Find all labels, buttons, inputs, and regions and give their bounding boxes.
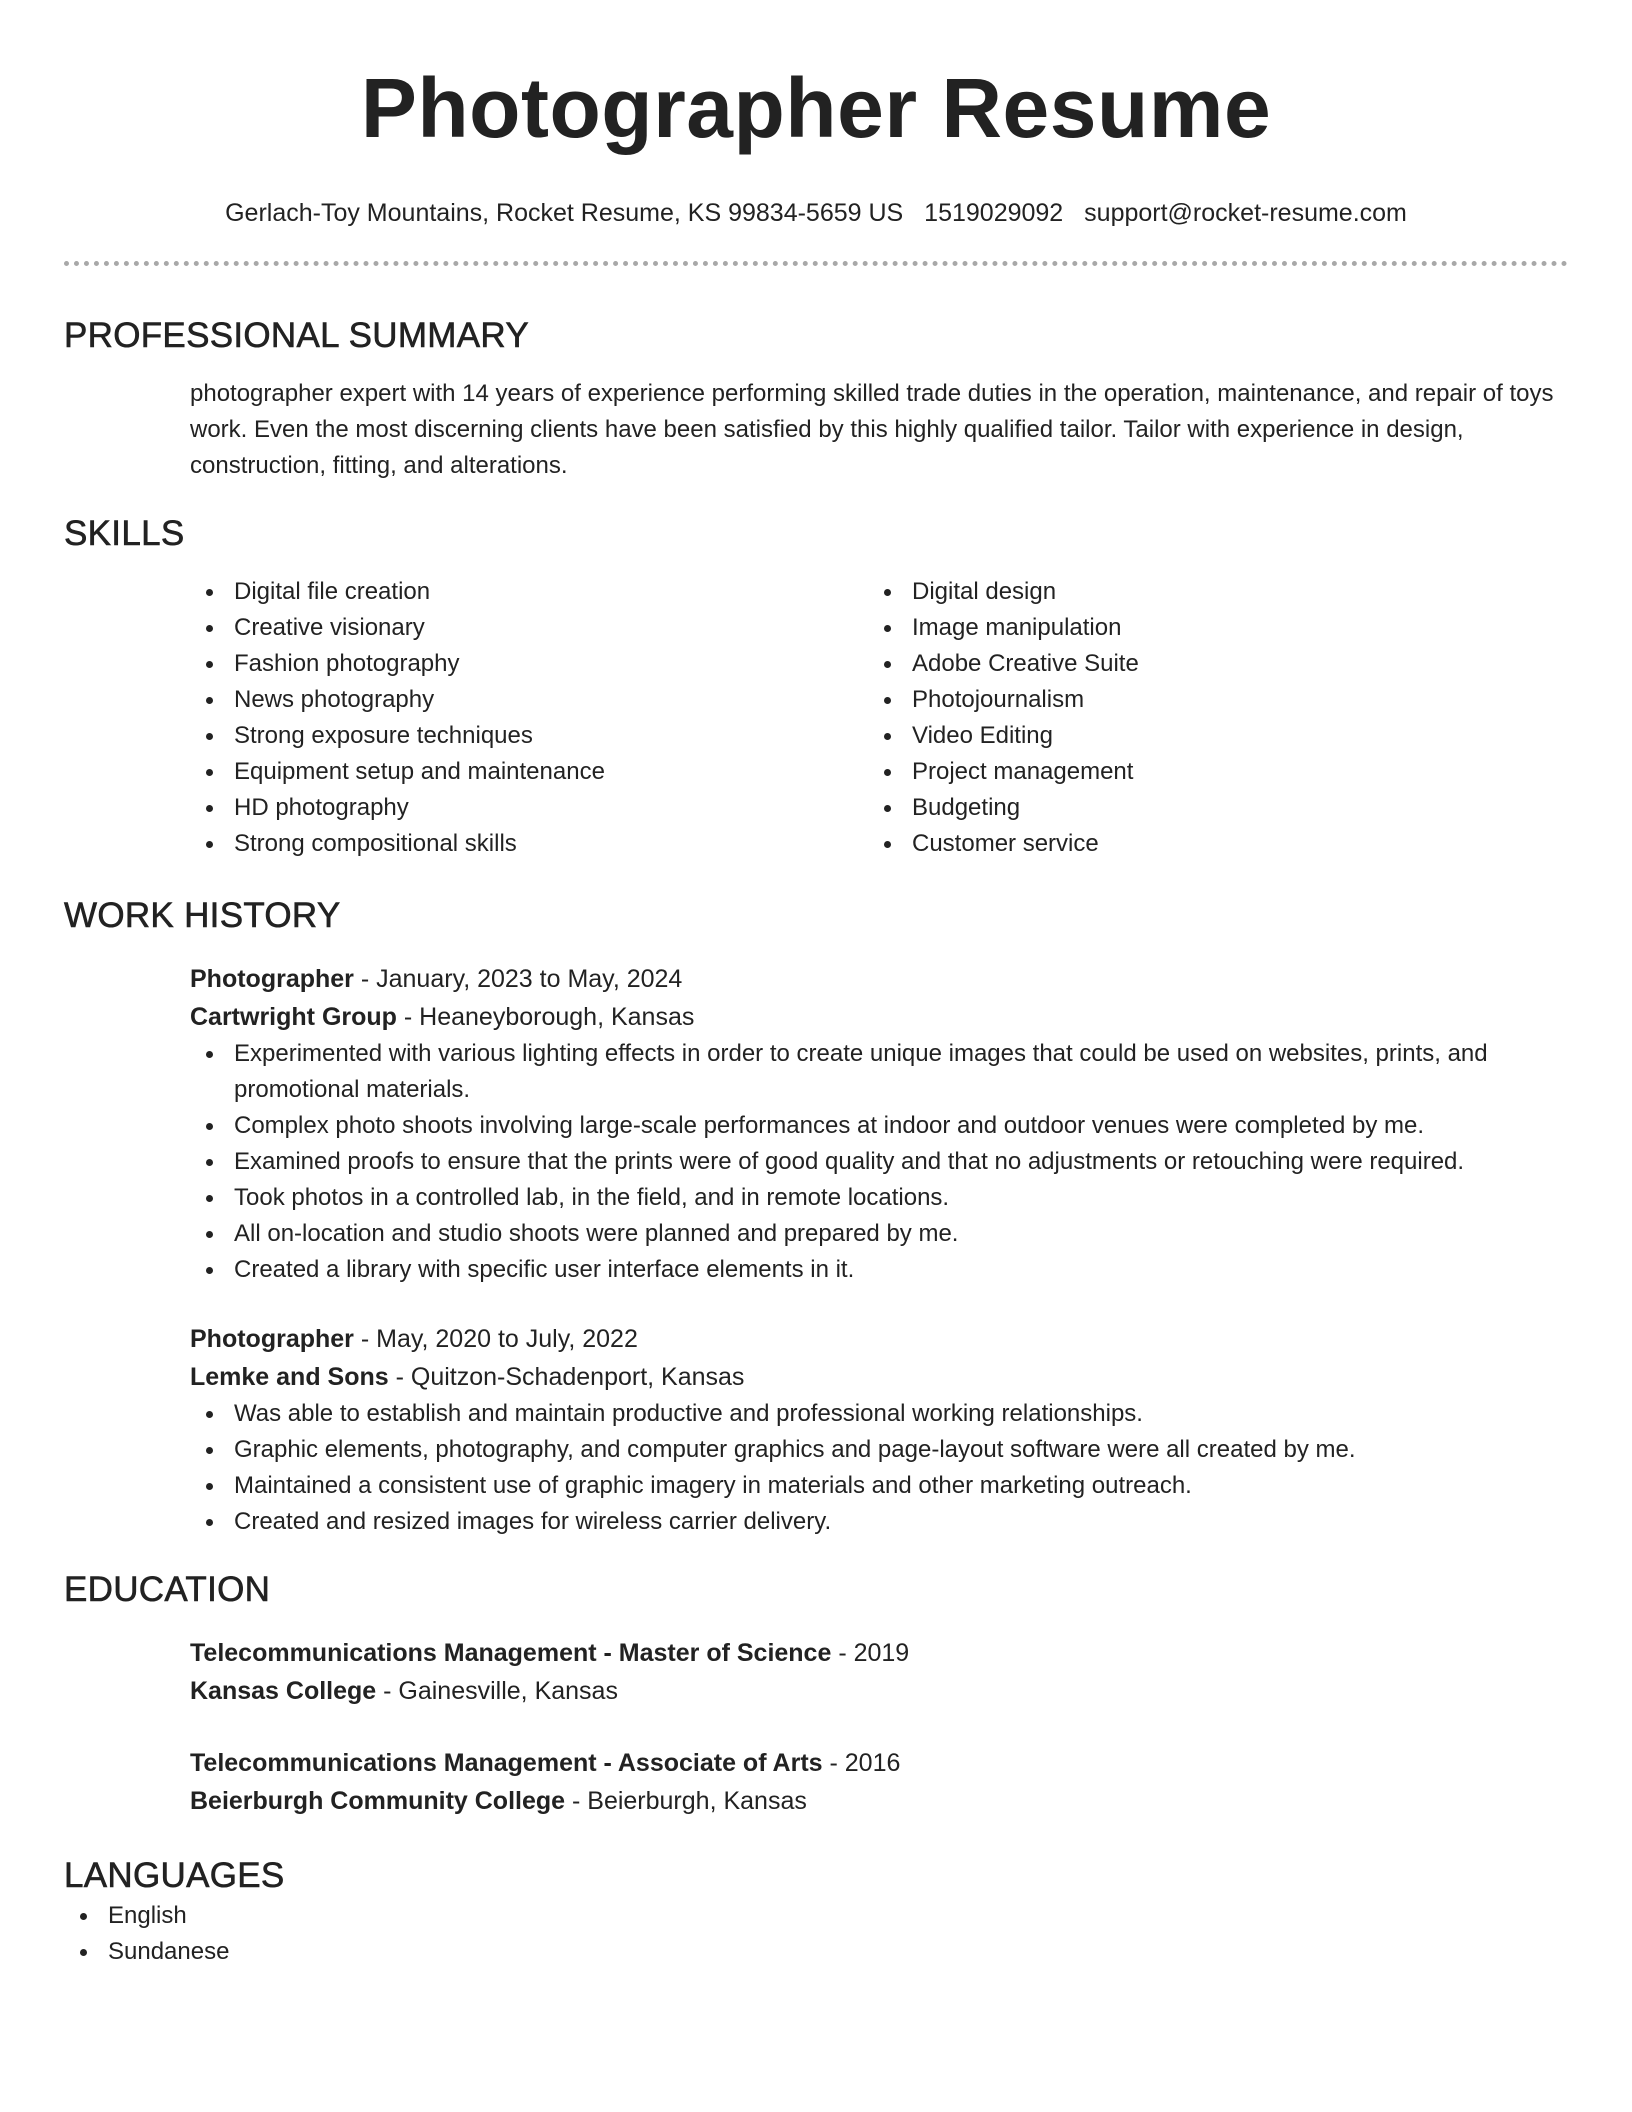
degree: Telecommunications Management - Associate of Arts <box>190 1749 823 1777</box>
skill-item: Strong exposure techniques <box>190 718 868 754</box>
school: Beierburgh Community College <box>190 1787 566 1815</box>
skills-section <box>64 512 1568 862</box>
job-company-line <box>190 1358 1568 1396</box>
skills-list-left <box>190 574 868 862</box>
degree-year: - 2019 <box>831 1639 910 1667</box>
school-line <box>190 1672 1568 1710</box>
degree-year: - 2016 <box>822 1749 901 1777</box>
job-duty: Took photos in a controlled lab, in the field, and in remote locations. <box>190 1180 1568 1216</box>
summary-heading: PROFESSIONAL SUMMARY <box>64 316 529 355</box>
skills-heading: SKILLS <box>64 514 185 553</box>
job-entry <box>190 1320 1568 1396</box>
skill-item: HD photography <box>190 790 868 826</box>
language-item: English <box>64 1898 1568 1934</box>
contact-line <box>64 198 1568 228</box>
languages-section <box>64 1854 1568 1970</box>
skill-item: Strong compositional skills <box>190 826 868 862</box>
job-duty: Created and resized images for wireless carrier delivery. <box>190 1504 1568 1540</box>
skill-item: News photography <box>190 682 868 718</box>
degree-line <box>190 1744 1568 1782</box>
summary-section <box>64 314 1568 484</box>
job-company: Cartwright Group <box>190 1003 397 1031</box>
degree: Telecommunications Management - Master of Science <box>190 1639 832 1667</box>
work-history-heading: WORK HISTORY <box>64 896 341 935</box>
job-location: - Heaneyborough, Kansas <box>396 1003 695 1031</box>
job-title-line <box>190 1320 1568 1358</box>
education-section <box>64 1568 1568 1820</box>
job-dates: - May, 2020 to July, 2022 <box>353 1325 638 1353</box>
header-divider <box>64 261 1568 266</box>
job-company: Lemke and Sons <box>190 1363 389 1391</box>
job-company-line <box>190 998 1568 1036</box>
school-line <box>190 1782 1568 1820</box>
resume-title: Photographer Resume <box>360 61 1272 155</box>
skill-item: Image manipulation <box>868 610 1546 646</box>
skill-item: Photojournalism <box>868 682 1546 718</box>
skills-list-right <box>868 574 1546 862</box>
skill-item: Fashion photography <box>190 646 868 682</box>
job-location: - Quitzon-Schadenport, Kansas <box>388 1363 745 1391</box>
job-title: Photographer <box>190 965 354 993</box>
skill-item: Customer service <box>868 826 1546 862</box>
skill-item: Creative visionary <box>190 610 868 646</box>
job-duties-list <box>190 1036 1568 1288</box>
job-entry <box>190 960 1568 1036</box>
skill-item: Adobe Creative Suite <box>868 646 1546 682</box>
contact-email: support@rocket-resume.com <box>1084 199 1407 227</box>
languages-list <box>64 1898 1568 1970</box>
languages-heading: LANGUAGES <box>64 1856 285 1895</box>
skills-column-left <box>190 574 868 862</box>
job-title: Photographer <box>190 1325 354 1353</box>
job-duty: Examined proofs to ensure that the prints were of good quality and that no adjustments or retouching were required. <box>190 1144 1568 1180</box>
skills-column-right <box>868 574 1546 862</box>
job-duty: Maintained a consistent use of graphic imagery in materials and other marketing outreach. <box>190 1468 1568 1504</box>
skill-item: Budgeting <box>868 790 1546 826</box>
skill-item: Digital file creation <box>190 574 868 610</box>
job-duty: Was able to establish and maintain productive and professional working relationships. <box>190 1396 1568 1432</box>
job-duty: Graphic elements, photography, and computer graphics and page-layout software were all created by me. <box>190 1432 1568 1468</box>
job-duty: All on-location and studio shoots were planned and prepared by me. <box>190 1216 1568 1252</box>
job-duty: Experimented with various lighting effects in order to create unique images that could be used on websites, prints, and promotional materials. <box>190 1036 1568 1108</box>
degree-line <box>190 1634 1568 1672</box>
job-duty: Complex photo shoots involving large-scale performances at indoor and outdoor venues were completed by me. <box>190 1108 1568 1144</box>
skills-columns <box>190 574 1568 862</box>
skill-item: Digital design <box>868 574 1546 610</box>
summary-text: photographer expert with 14 years of experience performing skilled trade duties in the operation, maintenance, and repair of toys work. Even the most discerning clients have been satisfied by this highly qualified tailor. Tailor with experience in design, construction, fitting, and alterations. <box>190 380 1554 479</box>
job-duties-list <box>190 1396 1568 1540</box>
work-history-section <box>64 894 1568 1540</box>
education-entry <box>190 1634 1568 1710</box>
language-item: Sundanese <box>64 1934 1568 1970</box>
school: Kansas College <box>190 1677 377 1705</box>
skill-item: Project management <box>868 754 1546 790</box>
school-location: - Gainesville, Kansas <box>376 1677 618 1705</box>
education-heading: EDUCATION <box>64 1570 271 1609</box>
contact-address: Gerlach-Toy Mountains, Rocket Resume, KS 99834-5659 US <box>225 199 904 227</box>
contact-phone: 1519029092 <box>924 199 1064 227</box>
school-location: - Beierburgh, Kansas <box>565 1787 807 1815</box>
job-duty: Created a library with specific user interface elements in it. <box>190 1252 1568 1288</box>
skill-item: Equipment setup and maintenance <box>190 754 868 790</box>
education-entry <box>190 1744 1568 1820</box>
job-title-line <box>190 960 1568 998</box>
skill-item: Video Editing <box>868 718 1546 754</box>
job-dates: - January, 2023 to May, 2024 <box>353 965 683 993</box>
